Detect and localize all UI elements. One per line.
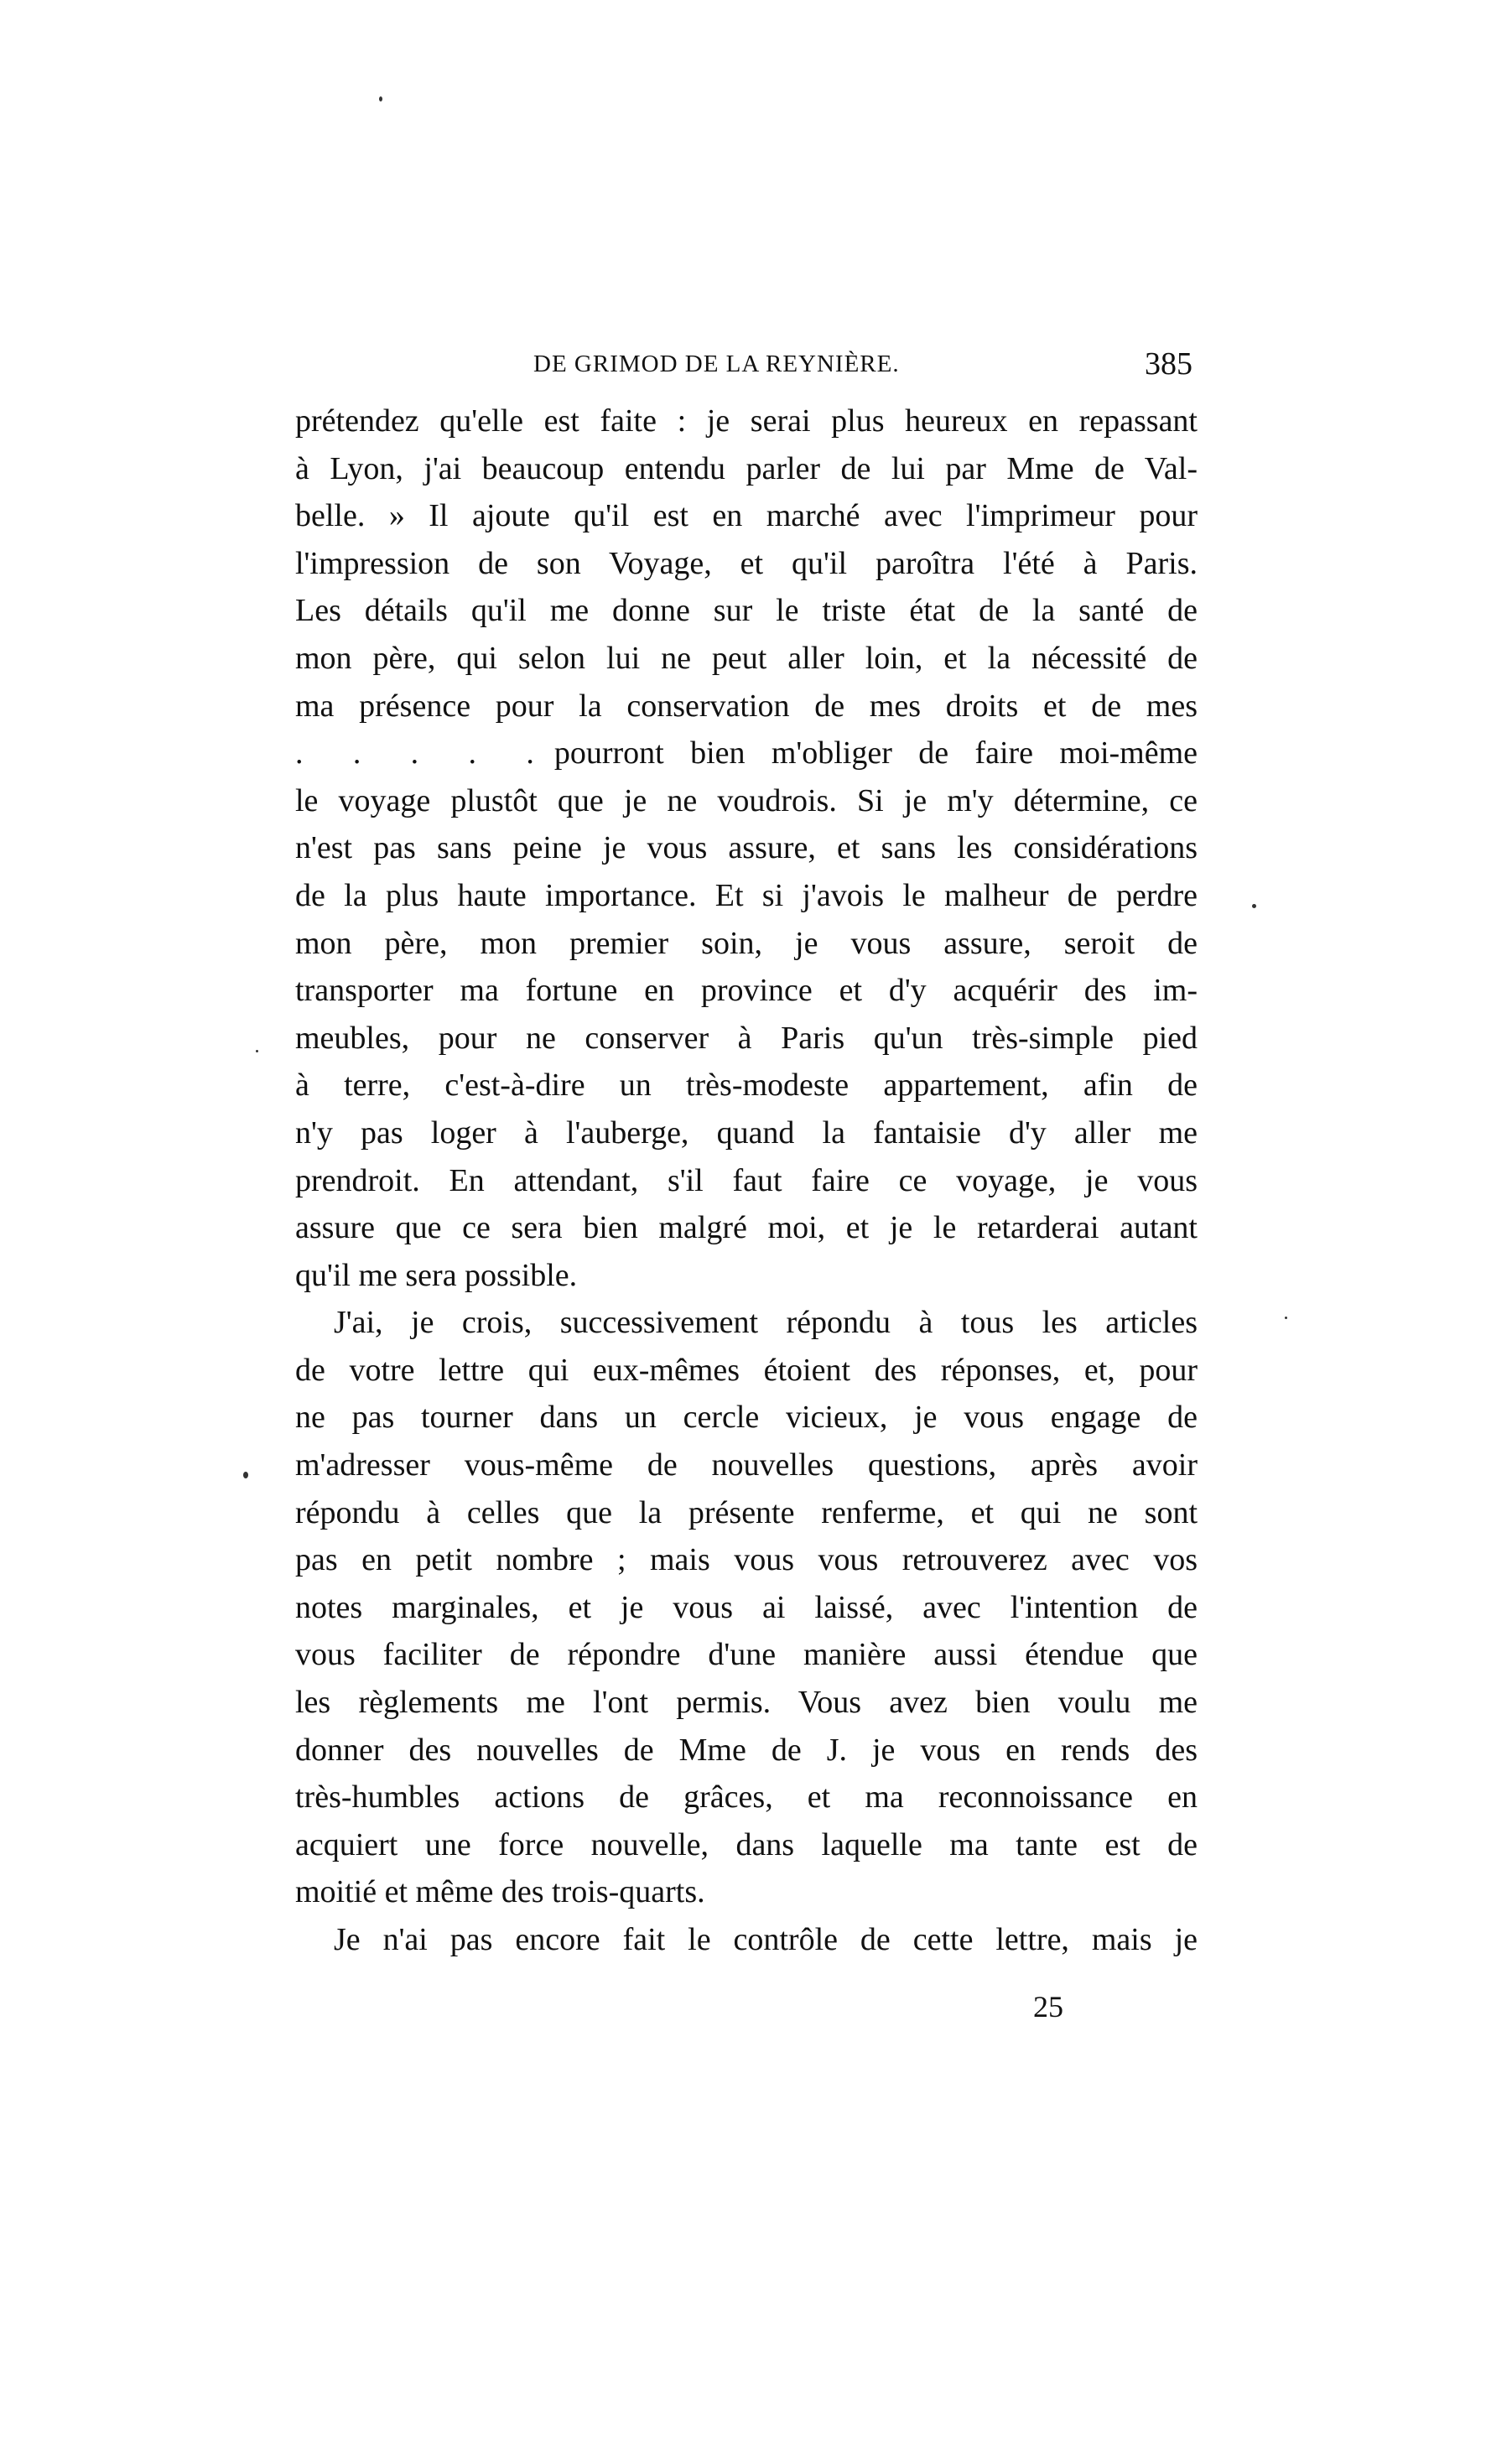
print-speck (243, 1472, 248, 1478)
ellipsis: . . . . . (295, 735, 546, 771)
text-line: à Lyon, j'ai beaucoup entendu parler de lui par Mme de Val- (295, 450, 1198, 486)
print-speck (1252, 904, 1256, 908)
text-line: de la plus haute importance. Et si j'avois le malheur de perdre (295, 877, 1198, 913)
print-speck (379, 96, 382, 101)
print-speck (1285, 1317, 1287, 1319)
text-line: qu'il me sera possible. (295, 1257, 578, 1293)
text-line: m'adresser vous-même de nouvelles questions, après avoir (295, 1447, 1198, 1483)
text-line: mon père, mon premier soin, je vous assure, seroit de (295, 925, 1198, 961)
text-line: transporter ma fortune en province et d'y acquérir des im- (295, 973, 1198, 1009)
text-line: prendroit. En attendant, s'il faut faire ce voyage, je vous (295, 1162, 1198, 1198)
text-line: de votre lettre qui eux-mêmes étoient des réponses, et, pour (295, 1352, 1198, 1388)
text-line: répondu à celles que la présente renferme, et qui ne sont (295, 1494, 1198, 1530)
text-line: donner des nouvelles de Mme de J. je vous en rends des (295, 1732, 1198, 1768)
text-line: les règlements me l'ont permis. Vous avez bien voulu me (295, 1685, 1198, 1721)
body-text (295, 397, 1198, 1964)
page-number: 385 (1145, 346, 1192, 382)
text-line: Les détails qu'il me donne sur le triste état de la santé de (295, 593, 1198, 629)
text-line: n'y pas loger à l'auberge, quand la fantaisie d'y aller me (295, 1114, 1198, 1151)
text-line: pas en petit nombre ; mais vous vous retrouverez avec vos (295, 1542, 1198, 1578)
text-line: très-humbles actions de grâces, et ma reconnoissance en (295, 1779, 1198, 1816)
text-line: Je n'ai pas encore fait le contrôle de cette lettre, mais je (334, 1922, 1198, 1957)
text-line: ma présence pour la conservation de mes droits et de mes (295, 688, 1198, 724)
text-line: vous faciliter de répondre d'une manière aussi étendue que (295, 1637, 1198, 1673)
text-line: belle. » Il ajoute qu'il est en marché avec l'imprimeur pour (295, 498, 1198, 534)
text-line: notes marginales, et je vous ai laissé, avec l'intention de (295, 1589, 1198, 1625)
text-line: l'impression de son Voyage, et qu'il paroîtra l'été à Paris. (295, 545, 1198, 581)
text-line: assure que ce sera bien malgré moi, et je le retarderai autant (295, 1210, 1198, 1246)
signature-mark: 25 (1033, 1990, 1063, 2023)
text-line: meubles, pour ne conserver à Paris qu'un très-simple pied (295, 1020, 1198, 1056)
text-line-fragment: pourront bien m'obliger de faire moi-même (553, 735, 1198, 771)
text-line-with-ellipsis (295, 730, 1198, 777)
text-line: prétendez qu'elle est faite : je serai plus heureux en repassant (295, 403, 1198, 439)
text-line: mon père, qui selon lui ne peut aller loin, et la nécessité de (295, 640, 1198, 676)
text-line: moitié et même des trois-quarts. (295, 1874, 705, 1910)
text-line: n'est pas sans peine je vous assure, et sans les considérations (295, 830, 1198, 866)
print-speck (256, 1050, 258, 1052)
running-title: DE GRIMOD DE LA REYNIÈRE. (533, 351, 900, 377)
text-line: le voyage plustôt que je ne voudrois. Si je m'y détermine, ce (295, 782, 1198, 818)
text-line: à terre, c'est-à-dire un très-modeste appartement, afin de (295, 1068, 1198, 1104)
text-line: acquiert une force nouvelle, dans laquelle ma tante est de (295, 1826, 1198, 1862)
text-line: ne pas tourner dans un cercle vicieux, je vous engage de (295, 1400, 1198, 1436)
text-line: J'ai, je crois, successivement répondu à tous les articles (334, 1305, 1198, 1341)
